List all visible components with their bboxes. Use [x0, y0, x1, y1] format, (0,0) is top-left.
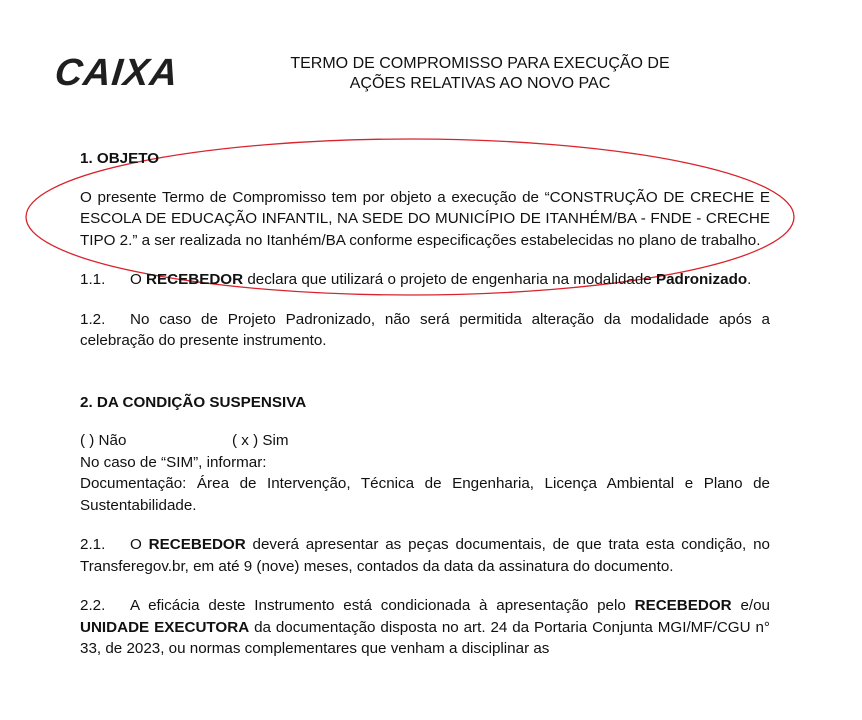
option-sim: ( x ) Sim: [232, 432, 289, 449]
condition-options: [80, 430, 770, 452]
document-title: [260, 54, 700, 94]
documentation-list: Documentação: Área de Intervenção, Técnica de Engenharia, Licença Ambiental e Plano de Sustentabilidade.: [80, 475, 770, 514]
section-1-title: 1. OBJETO: [80, 150, 160, 167]
caixa-logo: CAIXA: [52, 52, 181, 94]
sim-instruction: No caso de “SIM”, informar:: [80, 453, 267, 471]
clause-number: 2.2.: [80, 597, 106, 614]
clause-1-1: 1.1. O RECEBEDOR declara que utilizará o projeto de engenharia na modalidade Padronizado.: [80, 269, 770, 291]
option-nao: ( ) Não: [80, 432, 127, 449]
document-body: [80, 148, 770, 660]
section-1-body: O presente Termo de Compromisso tem por objeto a execução de “CONSTRUÇÃO DE CRECHE E ESCOLA DE EDUCAÇÃO INFANTIL, NA SEDE DO MUNICÍPIO DE ITANHÉM/BA - FNDE - CRECHE TIPO 2.” a ser realizada no Itanhém/BA conforme especificações estabelecidas no plano de trabalho.: [80, 188, 770, 249]
document-title-line-2: AÇÕES RELATIVAS AO NOVO PAC: [349, 75, 611, 92]
clause-2-1: 2.1. O RECEBEDOR deverá apresentar as peças documentais, de que trata esta condição, no Transferegov.br, em até 9 (nove) meses, contados da data da assinatura do documento.: [80, 536, 770, 575]
clause-2-2: 2.2. A eficácia deste Instrumento está condicionada à apresentação pelo RECEBEDOR e/ou UNIDADE EXECUTORA da documentação disposta no art. 24 da Portaria Conjunta MGI/MF/CGU n° 33, de 2023, ou normas complementares que venham a disciplinar as: [80, 597, 770, 657]
section-2-title: 2. DA CONDIÇÃO SUSPENSIVA: [80, 393, 307, 411]
clause-number: 1.2.: [80, 310, 106, 328]
clause-number: 2.1.: [80, 536, 106, 553]
document-title-line-1: TERMO DE COMPROMISSO PARA EXECUÇÃO DE: [290, 55, 670, 72]
clause-number: 1.1.: [80, 271, 106, 288]
clause-1-2: 1.2. No caso de Projeto Padronizado, não será permitida alteração da modalidade após a celebração do presente instrumento.: [80, 310, 770, 349]
